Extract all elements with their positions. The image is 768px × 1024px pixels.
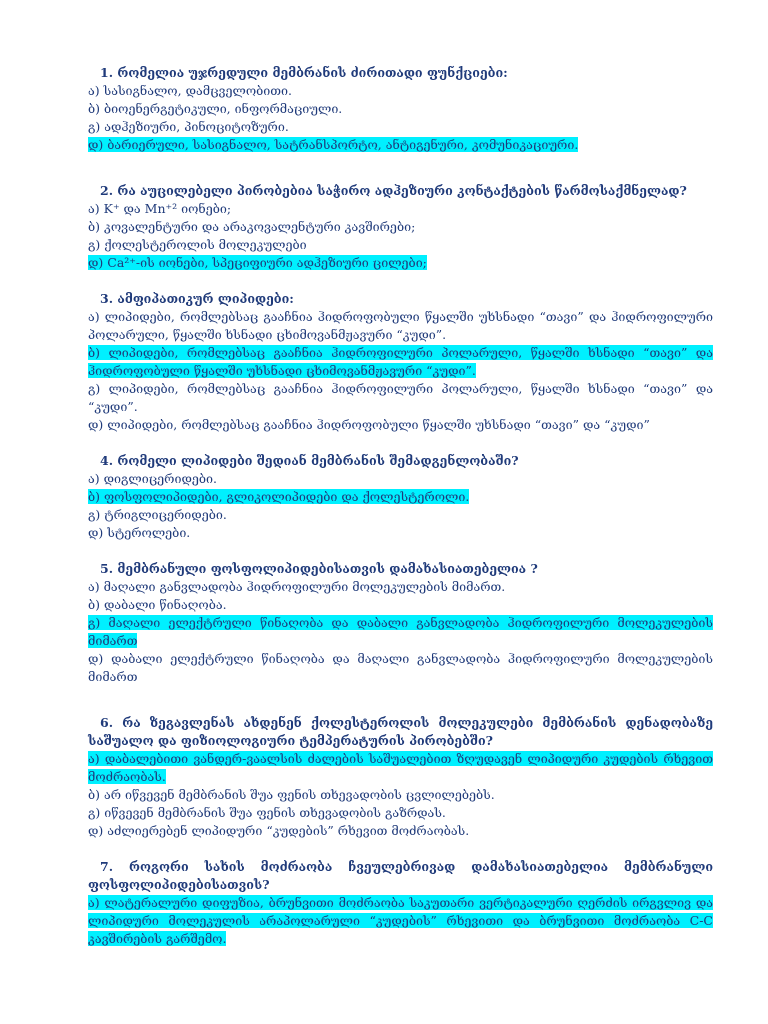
answer-option-d: დ) ლიპიდები, რომლებსაც გააჩნია ჰიდროფობული წყალში უხსნადი “თავი” და “კუდი”	[88, 417, 650, 432]
question-title: 1. რომელია უჯრედული მემბრანის ძირითადი ფუნქციები:	[100, 65, 508, 80]
answer-option-a: ა) დაბალებითი ვანდერ-ვაალსის ძალების საშუალებით ზღუდავენ ლიპიდური კუდების რხევით მოძრაობას.	[88, 751, 713, 784]
answer-option-c: გ) ქოლესტეროლის მოლეკულები	[88, 237, 307, 252]
answer-option-c: გ) ლიპიდები, რომლებსაც გააჩნია ჰიდროფილური პოლარული, წყალში ხსნადი “თავი” და “კუდი”.	[88, 381, 713, 414]
answer-option-a: ა) K⁺ და Mn⁺² იონები;	[88, 201, 232, 216]
answer-option-c: გ) ტრიგლიცერიდები.	[88, 507, 227, 522]
answer-option-d: დ) სტეროლები.	[88, 525, 191, 540]
answer-option-d: დ) აძლიერებენ ლიპიდური “კუდების” რხევით მოძრაობას.	[88, 823, 470, 838]
question-title: 6. რა ზეგავლენას ახდენენ ქოლესტეროლის მოლეკულები მემბრანის დენადობაზე საშუალო და ფიზიოლოგიური ტემპერატურის პირობებში?	[88, 715, 713, 748]
question-title: 2. რა აუცილებელი პირობებია საჭირო ადჰეზიური კონტაქტების წარმოსაქმნელად?	[100, 183, 687, 198]
answer-option-a: ა) მაღალი განვლადობა ჰიდროფილური მოლეკულების მიმართ.	[88, 579, 506, 594]
answer-option-c: გ) მაღალი ელექტრული წინაღობა და დაბალი განვლადობა ჰიდროფილური მოლეკულების მიმართ	[88, 615, 713, 648]
question-6	[88, 714, 713, 840]
answer-option-a: ა) ლიპიდები, რომლებსაც გააჩნია ჰიდროფობული წყალში უხსნადი “თავი” და ჰიდროფილური პოლარული, წყალში ხსნადი ცხიმოვანმჟავური “კუდი”.	[88, 309, 713, 342]
question-title: 3. ამფიპათიკურ ლიპიდები:	[100, 291, 294, 306]
answer-option-c: გ) ადჰეზიური, პინოციტოზური.	[88, 119, 289, 134]
answer-option-a: ა) სასიგნალო, დამცველობითი.	[88, 83, 292, 98]
answer-option-b: ბ) ბიოენერგეტიკული, ინფორმაციული.	[88, 101, 343, 116]
question-3	[88, 290, 713, 434]
answer-option-a: ა) ლატერალური დიფუზია, ბრუნვითი მოძრაობა საკუთარი ვერტიკალური ღერძის ირგვლივ და ლიპიდური მოლეკულის არაპოლარული “კუდების” რხევითი და ბრუნვითი მოძრაობა C-C კავშირების გარშემო.	[88, 895, 713, 946]
question-title: 5. მემბრანული ფოსფოლიპიდებისათვის დამახასიათებელია ?	[100, 561, 538, 576]
answer-option-b: ბ) ფოსფოლიპიდები, გლიკოლიპიდები და ქოლესტეროლი.	[88, 489, 470, 504]
answer-option-b: ბ) ლიპიდები, რომლებსაც გააჩნია ჰიდროფილური პოლარული, წყალში ხსნადი “თავი” და ჰიდროფობული წყალში უხსნადი ცხიმოვანმჟავური “კუდი”.	[88, 345, 713, 378]
answer-option-b: ბ) დაბალი წინაღობა.	[88, 597, 227, 612]
answer-option-d: დ) დაბალი ელექტრული წინაღობა და მაღალი განვლადობა ჰიდროფილური მოლეკულების მიმართ	[88, 651, 713, 684]
question-7	[88, 858, 713, 948]
question-4	[88, 452, 713, 542]
answer-option-a: ა) დიგლიცერიდები.	[88, 471, 217, 486]
answer-option-b: ბ) კოვალენტური და არაკოვალენტური კავშირები;	[88, 219, 416, 234]
question-5	[88, 560, 713, 686]
answer-option-c: გ) იწვევენ მემბრანის შუა ფენის თხევადობის გაზრდას.	[88, 805, 446, 820]
answer-option-d: დ) ბარიერული, სასიგნალო, სატრანსპორტო, ანტიგენური, კომუნიკაციური.	[88, 137, 579, 152]
question-2	[88, 182, 713, 272]
question-title: 7. როგორი სახის მოძრაობა ჩვეულებრივად დამახასიათებელია მემბრანული ფოსფოლიპიდებისათვის?	[88, 859, 713, 892]
question-title: 4. რომელი ლიპიდები შედიან მემბრანის შემადგენლობაში?	[100, 453, 519, 468]
question-1	[88, 64, 713, 154]
answer-option-b: ბ) არ იწვევენ მემბრანის შუა ფენის თხევადობის ცვლილებებს.	[88, 787, 495, 802]
answer-option-d: დ) Ca²⁺-ის იონები, სპეციფიური ადჰეზიური ცილები;	[88, 255, 427, 270]
